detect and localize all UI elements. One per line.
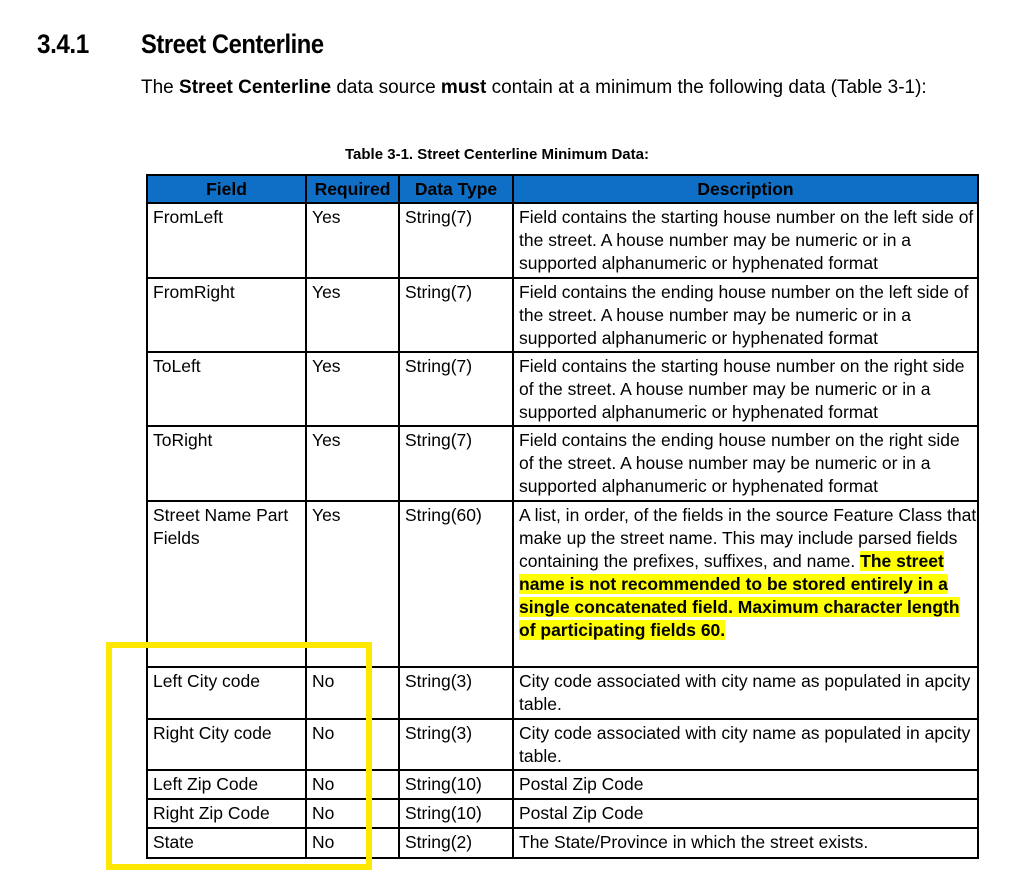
section-number: 3.4.1 (37, 29, 89, 59)
intro-bold-1: Street Centerline (179, 77, 332, 98)
cell-required: No (306, 770, 399, 799)
cell-required: No (306, 828, 399, 858)
header-description: Description (513, 175, 978, 203)
table-row (147, 203, 978, 278)
cell-field: Left City code (147, 667, 306, 719)
cell-required: No (306, 799, 399, 828)
table-header-row (147, 175, 978, 203)
cell-field: Right Zip Code (147, 799, 306, 828)
cell-type: String(7) (399, 426, 513, 501)
cell-type: String(3) (399, 719, 513, 770)
cell-required: Yes (306, 352, 399, 426)
cell-field: FromRight (147, 278, 306, 352)
intro-paragraph (141, 76, 981, 100)
table-row (147, 667, 978, 719)
cell-type: String(60) (399, 501, 513, 667)
cell-required: Yes (306, 278, 399, 352)
cell-description: Field contains the starting house number on the right side of the street. A house number may be numeric or in a supported alphanumeric or hyphenated format (513, 352, 978, 426)
cell-description: Field contains the starting house number on the left side of the street. A house number may be numeric or in a supported alphanumeric or hyphenated format (513, 203, 978, 278)
cell-description: The State/Province in which the street exists. (513, 828, 978, 858)
cell-type: String(7) (399, 203, 513, 278)
cell-field: Right City code (147, 719, 306, 770)
cell-required: Yes (306, 501, 399, 667)
highlighted-note: The street name is not recommended to be stored entirely in a single concatenated field. Maximum character length of participating fields 60. (519, 551, 960, 640)
header-required: Required (306, 175, 399, 203)
cell-type: String(3) (399, 667, 513, 719)
cell-required: No (306, 719, 399, 770)
cell-description: City code associated with city name as populated in apcity table. (513, 719, 978, 770)
cell-description: Postal Zip Code (513, 770, 978, 799)
cell-description: Field contains the ending house number on the right side of the street. A house number may be numeric or in a supported alphanumeric or hyphenated format (513, 426, 978, 501)
description-text: A list, in order, of the fields in the source Feature Class that make up the street name. This may include parsed fields containing the prefixes, suffixes, and name. (519, 505, 977, 571)
table-caption: Table 3-1. Street Centerline Minimum Data: (345, 146, 649, 163)
header-field: Field (147, 175, 306, 203)
intro-bold-2: must (440, 77, 487, 98)
cell-description: Field contains the ending house number on the left side of the street. A house number may be numeric or in a supported alphanumeric or hyphenated format (513, 278, 978, 352)
minimum-data-table (146, 174, 979, 859)
cell-field: Left Zip Code (147, 770, 306, 799)
cell-field: ToLeft (147, 352, 306, 426)
table-row (147, 426, 978, 501)
cell-description: City code associated with city name as populated in apcity table. (513, 667, 978, 719)
cell-required: Yes (306, 203, 399, 278)
table-row (147, 501, 978, 667)
table-row (147, 799, 978, 828)
cell-description: Postal Zip Code (513, 799, 978, 828)
section-title: Street Centerline (141, 29, 324, 59)
cell-type: String(10) (399, 770, 513, 799)
cell-type: String(7) (399, 352, 513, 426)
cell-required: No (306, 667, 399, 719)
cell-required: Yes (306, 426, 399, 501)
cell-field: State (147, 828, 306, 858)
cell-field: ToRight (147, 426, 306, 501)
intro-text-3: contain at a minimum the following data (Table 3-1): (486, 77, 927, 98)
cell-type: String(7) (399, 278, 513, 352)
cell-field: FromLeft (147, 203, 306, 278)
table-row (147, 352, 978, 426)
table-row (147, 719, 978, 770)
intro-text-1: The (141, 77, 180, 98)
cell-field: Street Name Part Fields (147, 501, 306, 667)
cell-type: String(2) (399, 828, 513, 858)
cell-description (513, 501, 978, 667)
intro-text-2: data source (331, 77, 441, 98)
table-row (147, 770, 978, 799)
cell-type: String(10) (399, 799, 513, 828)
table-row (147, 828, 978, 858)
table-row (147, 278, 978, 352)
header-data-type: Data Type (399, 175, 513, 203)
